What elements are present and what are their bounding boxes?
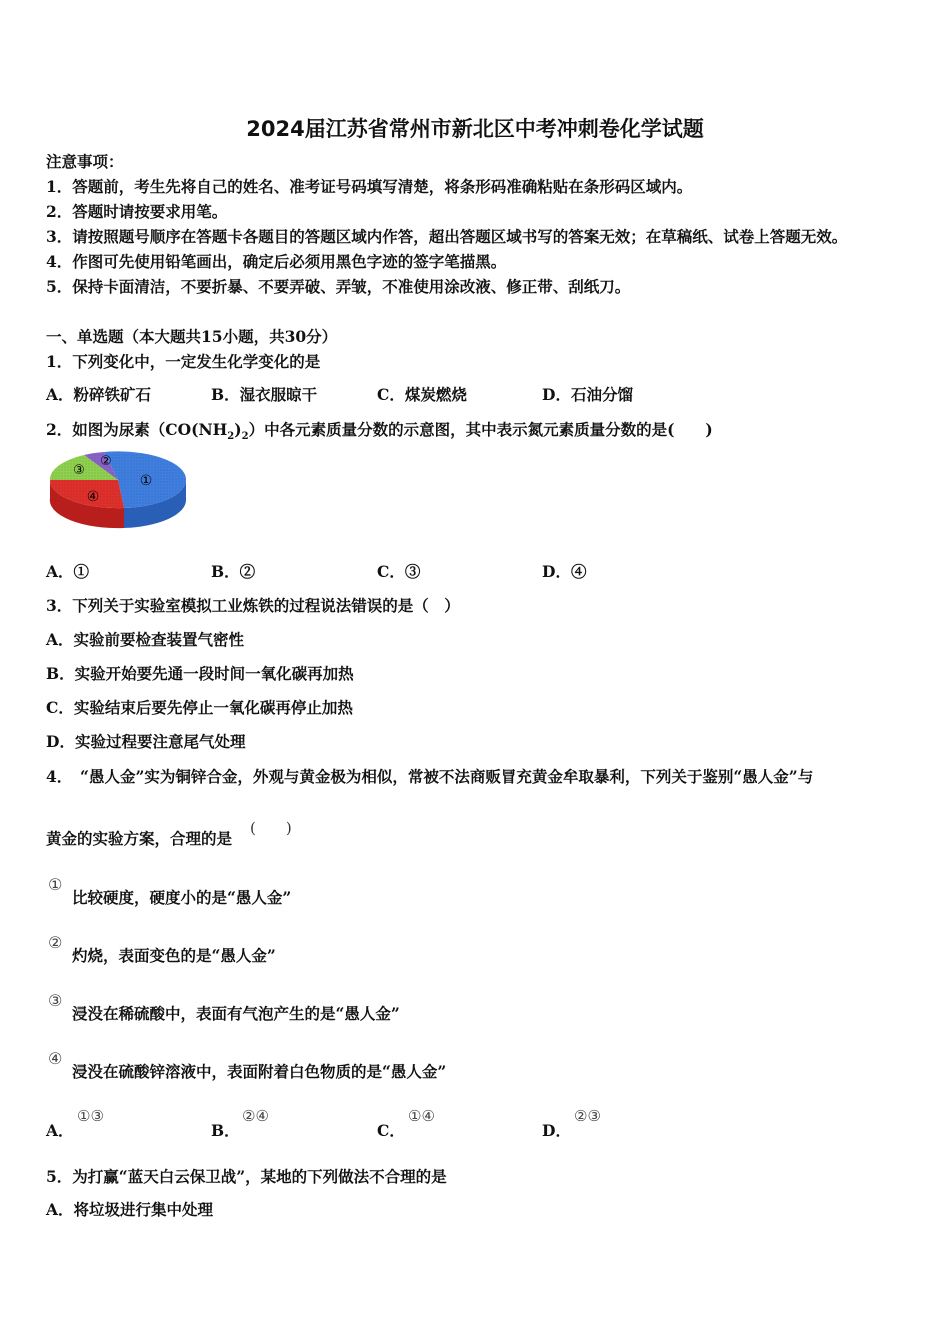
question-4-stem-cont: 黄金的实验方案，合理的是 bbox=[46, 829, 233, 848]
question-5-stem: 5．为打赢“蓝天白云保卫战”，某地的下列做法不合理的是 bbox=[46, 1167, 447, 1186]
q3-option-b: B．实验开始要先通一段时间一氧化碳再加热 bbox=[46, 664, 354, 683]
pie-chart-figure bbox=[46, 448, 191, 533]
answer-paren: ( ) bbox=[250, 819, 292, 837]
q4-item-text: 浸没在硫酸锌溶液中，表面附着白色物质的是“愚人金” bbox=[72, 1062, 447, 1081]
q1-option-b: B．湿衣服晾干 bbox=[211, 385, 318, 404]
q2-option-c: C．③ bbox=[377, 562, 421, 581]
pie-label-3: ③ bbox=[73, 463, 85, 478]
q4-option-a-label: A． bbox=[46, 1121, 74, 1140]
q4-item-text: 浸没在稀硫酸中，表面有气泡产生的是“愚人金” bbox=[72, 1004, 400, 1023]
q4-item-mark: ② bbox=[48, 933, 63, 952]
q3-option-d: D．实验过程要注意尾气处理 bbox=[46, 732, 246, 751]
q2-option-a: A．① bbox=[46, 562, 90, 581]
q4-option-d-value: ②③ bbox=[574, 1107, 601, 1125]
q4-item-mark: ④ bbox=[48, 1049, 63, 1068]
q5-option-a: A．将垃圾进行集中处理 bbox=[46, 1200, 214, 1219]
pie-label-1: ① bbox=[139, 473, 153, 489]
q3-option-a: A．实验前要检查装置气密性 bbox=[46, 630, 245, 649]
q4-option-d-label: D． bbox=[542, 1121, 571, 1140]
pie-label-2: ② bbox=[100, 454, 112, 469]
notice-item: 3．请按照题号顺序在答题卡各题目的答题区域内作答，超出答题区域书写的答案无效；在草稿纸、试卷上答题无效。 bbox=[46, 227, 848, 246]
notice-item: 4．作图可先使用铅笔画出，确定后必须用黑色字迹的签字笔描黑。 bbox=[46, 252, 507, 271]
q4-item-text: 灼烧，表面变色的是“愚人金” bbox=[72, 946, 276, 965]
q4-item-mark: ③ bbox=[48, 991, 63, 1010]
q4-option-c-label: C． bbox=[377, 1121, 405, 1140]
q2-option-b: B．② bbox=[211, 562, 256, 581]
q1-option-c: C．煤炭燃烧 bbox=[377, 385, 467, 404]
page-title: 2024届江苏省常州市新北区中考冲刺卷化学试题 bbox=[246, 117, 704, 141]
section-heading: 一、单选题（本大题共15小题，共30分） bbox=[46, 327, 338, 346]
q4-item-text: 比较硬度，硬度小的是“愚人金” bbox=[72, 888, 292, 907]
q1-option-a: A．粉碎铁矿石 bbox=[46, 385, 152, 404]
q4-option-c-value: ①④ bbox=[408, 1107, 435, 1125]
question-2-stem: 2．如图为尿素$(CO(NH_2)_2)$中各元素质量分数的示意图，其中表示氮元素质量分数的是( ) bbox=[46, 420, 713, 443]
notice-heading: 注意事项： bbox=[46, 152, 124, 171]
notice-item: 5．保持卡面清洁，不要折暴、不要弄破、弄皱，不准使用涂改液、修正带、刮纸刀。 bbox=[46, 277, 631, 296]
q1-option-d: D．石油分馏 bbox=[542, 385, 633, 404]
notice-item: 1．答题前，考生先将自己的姓名、准考证号码填写清楚，将条形码准确粘贴在条形码区域内。 bbox=[46, 177, 693, 196]
notice-item: 2．答题时请按要求用笔。 bbox=[46, 202, 228, 221]
q3-option-c: C．实验结束后要先停止一氧化碳再停止加热 bbox=[46, 698, 353, 717]
q4-option-b-label: B． bbox=[211, 1121, 240, 1140]
q4-item-mark: ① bbox=[48, 875, 63, 894]
question-3-stem: 3．下列关于实验室模拟工业炼铁的过程说法错误的是（ ） bbox=[46, 596, 460, 615]
q4-option-a-value: ①③ bbox=[77, 1107, 104, 1125]
q4-option-b-value: ②④ bbox=[242, 1107, 269, 1125]
pie-label-4: ④ bbox=[86, 489, 100, 505]
question-1-stem: 1．下列变化中，一定发生化学变化的是 bbox=[46, 352, 321, 371]
question-4-stem: 4． “愚人金”实为铜锌合金，外观与黄金极为相似，常被不法商贩冒充黄金牟取暴利，下列关于鉴别“愚人金”与 bbox=[46, 767, 814, 786]
q2-option-d: D．④ bbox=[542, 562, 587, 581]
